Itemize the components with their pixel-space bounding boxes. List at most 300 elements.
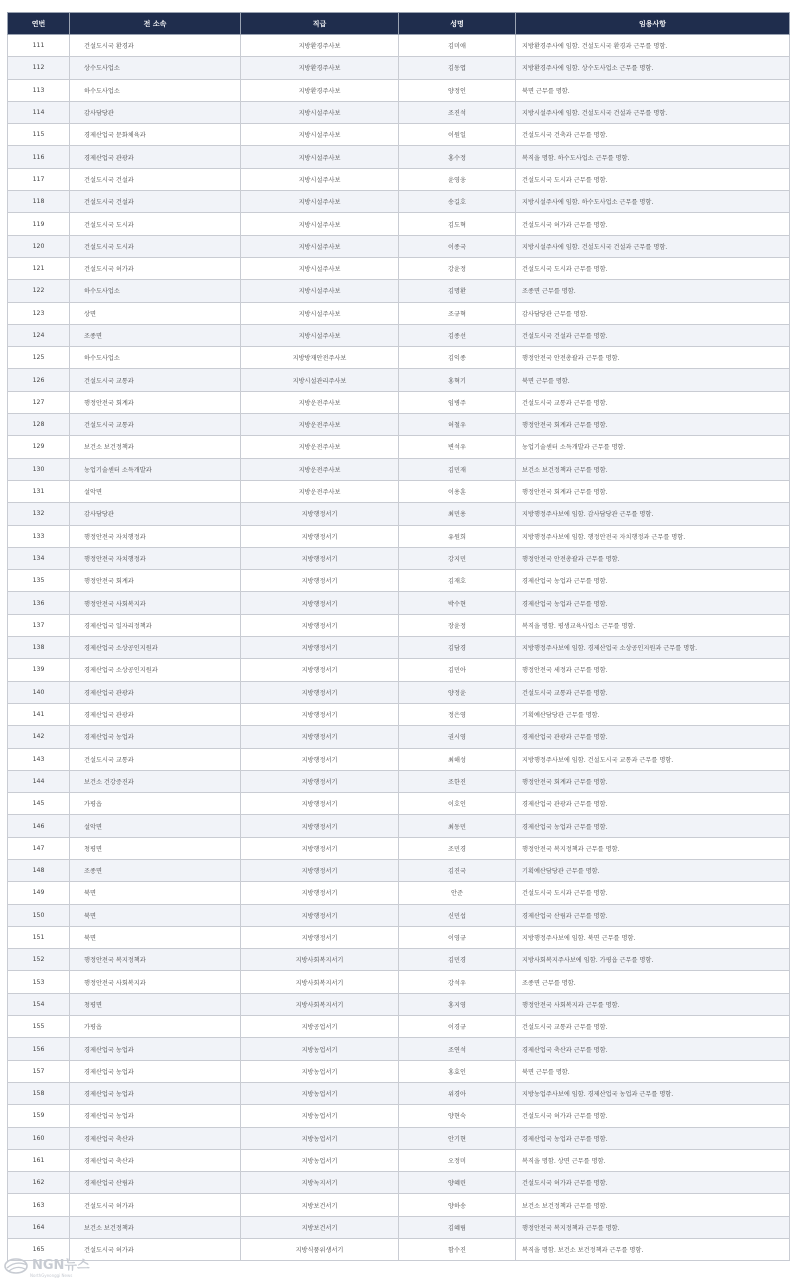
table-row	[8, 1105, 790, 1127]
cell-note: 복직을 명함. 평생교육사업소 근무를 명함.	[516, 614, 790, 636]
cell-name: 최동민	[399, 815, 516, 837]
cell-note: 경제산업국 관광과 근무를 명함.	[516, 726, 790, 748]
cell-no: 141	[8, 703, 70, 725]
cell-no: 121	[8, 257, 70, 279]
cell-dept: 경제산업국 소상공인지원과	[70, 637, 241, 659]
cell-dept: 설악면	[70, 815, 241, 837]
cell-no: 134	[8, 547, 70, 569]
cell-rank: 지방시설주사보	[241, 168, 399, 190]
cell-no: 148	[8, 859, 70, 881]
cell-rank: 지방행정서기	[241, 904, 399, 926]
cell-note: 북면 근무를 명함.	[516, 369, 790, 391]
cell-dept: 청평면	[70, 837, 241, 859]
cell-note: 건설도시국 허가과 근무를 명함.	[516, 213, 790, 235]
table-row	[8, 703, 790, 725]
table-row	[8, 525, 790, 547]
cell-no: 126	[8, 369, 70, 391]
cell-no: 147	[8, 837, 70, 859]
cell-name: 강지민	[399, 547, 516, 569]
cell-rank: 지방행정서기	[241, 926, 399, 948]
table-row	[8, 257, 790, 279]
cell-no: 155	[8, 1016, 70, 1038]
table-row	[8, 926, 790, 948]
cell-no: 159	[8, 1105, 70, 1127]
cell-rank: 지방농업서기	[241, 1060, 399, 1082]
cell-name: 윤영웅	[399, 168, 516, 190]
cell-dept: 건설도시국 건설과	[70, 168, 241, 190]
cell-rank: 지방농업서기	[241, 1149, 399, 1171]
cell-name: 정은영	[399, 703, 516, 725]
cell-rank: 지방사회복지서기	[241, 971, 399, 993]
cell-name: 조진석	[399, 101, 516, 123]
table-row	[8, 748, 790, 770]
cell-note: 경제산업국 농업과 근무를 명함.	[516, 815, 790, 837]
table-row	[8, 904, 790, 926]
cell-dept: 건설도시국 교통과	[70, 748, 241, 770]
ngn-logo-icon	[4, 1257, 30, 1275]
cell-rank: 지방운전주사보	[241, 480, 399, 502]
cell-note: 행정안전국 세정과 근무를 명함.	[516, 659, 790, 681]
table-row	[8, 971, 790, 993]
cell-note: 건설도시국 건축과 근무를 명함.	[516, 124, 790, 146]
cell-no: 133	[8, 525, 70, 547]
cell-note: 행정안전국 복지정책과 근무를 명함.	[516, 837, 790, 859]
cell-no: 132	[8, 503, 70, 525]
cell-no: 143	[8, 748, 70, 770]
cell-dept: 경제산업국 축산과	[70, 1149, 241, 1171]
table-row	[8, 547, 790, 569]
cell-name: 김민아	[399, 659, 516, 681]
cell-dept: 보건소 보건정책과	[70, 436, 241, 458]
cell-no: 122	[8, 280, 70, 302]
cell-dept: 보건소 보건정책과	[70, 1216, 241, 1238]
table-row	[8, 480, 790, 502]
cell-rank: 지방운전주사보	[241, 391, 399, 413]
table-row	[8, 1149, 790, 1171]
cell-note: 조종면 근무를 명함.	[516, 280, 790, 302]
cell-rank: 지방행정서기	[241, 770, 399, 792]
cell-name: 장윤정	[399, 614, 516, 636]
cell-dept: 농업기술센터 소득개발과	[70, 458, 241, 480]
cell-name: 함수진	[399, 1239, 516, 1261]
cell-no: 125	[8, 347, 70, 369]
cell-no: 117	[8, 168, 70, 190]
cell-no: 156	[8, 1038, 70, 1060]
cell-no: 149	[8, 882, 70, 904]
table-row	[8, 391, 790, 413]
cell-note: 경제산업국 농업과 근무를 명함.	[516, 1127, 790, 1149]
cell-name: 김익종	[399, 347, 516, 369]
cell-dept: 건설도시국 허가과	[70, 1239, 241, 1261]
cell-rank: 지방행정서기	[241, 815, 399, 837]
cell-no: 164	[8, 1216, 70, 1238]
cell-dept: 건설도시국 교통과	[70, 369, 241, 391]
cell-rank: 지방운전주사보	[241, 458, 399, 480]
column-header-dept: 전 소속	[70, 13, 241, 35]
cell-rank: 지방행정서기	[241, 614, 399, 636]
table-row	[8, 35, 790, 57]
cell-note: 행정안전국 복지정책과 근무를 명함.	[516, 1216, 790, 1238]
cell-name: 양하송	[399, 1194, 516, 1216]
cell-rank: 지방행정서기	[241, 882, 399, 904]
table-body	[8, 35, 790, 1261]
cell-name: 이호인	[399, 793, 516, 815]
cell-rank: 지방시설주사보	[241, 213, 399, 235]
cell-no: 130	[8, 458, 70, 480]
cell-no: 136	[8, 592, 70, 614]
cell-name: 안준	[399, 882, 516, 904]
table-row	[8, 436, 790, 458]
cell-rank: 지방환경주사보	[241, 57, 399, 79]
cell-rank: 지방행정서기	[241, 859, 399, 881]
cell-no: 111	[8, 35, 70, 57]
cell-note: 경제산업국 축산과 근무를 명함.	[516, 1038, 790, 1060]
cell-note: 건설도시국 허가과 근무를 명함.	[516, 1105, 790, 1127]
cell-name: 안기현	[399, 1127, 516, 1149]
table-row	[8, 592, 790, 614]
table-row	[8, 79, 790, 101]
cell-note: 경제산업국 농업과 근무를 명함.	[516, 570, 790, 592]
cell-name: 허철우	[399, 414, 516, 436]
cell-dept: 하수도사업소	[70, 79, 241, 101]
cell-rank: 지방사회복지서기	[241, 949, 399, 971]
cell-no: 150	[8, 904, 70, 926]
table-row	[8, 815, 790, 837]
cell-note: 북면 근무를 명함.	[516, 79, 790, 101]
cell-note: 건설도시국 교통과 근무를 명함.	[516, 1016, 790, 1038]
table-row	[8, 1194, 790, 1216]
table-row	[8, 369, 790, 391]
cell-note: 경제산업국 관광과 근무를 명함.	[516, 793, 790, 815]
cell-note: 기획예산담당관 근무를 명함.	[516, 703, 790, 725]
cell-name: 권시영	[399, 726, 516, 748]
cell-note: 건설도시국 교통과 근무를 명함.	[516, 681, 790, 703]
cell-name: 양정인	[399, 79, 516, 101]
cell-dept: 건설도시국 허가과	[70, 257, 241, 279]
table-row	[8, 1239, 790, 1261]
cell-no: 151	[8, 926, 70, 948]
cell-name: 홍혁기	[399, 369, 516, 391]
cell-name: 최해성	[399, 748, 516, 770]
cell-rank: 지방보건서기	[241, 1216, 399, 1238]
cell-name: 위경아	[399, 1082, 516, 1104]
cell-rank: 지방행정서기	[241, 547, 399, 569]
cell-dept: 경제산업국 산림과	[70, 1172, 241, 1194]
cell-dept: 건설도시국 건설과	[70, 191, 241, 213]
cell-dept: 보건소 건강증진과	[70, 770, 241, 792]
cell-rank: 지방행정서기	[241, 837, 399, 859]
cell-rank: 지방보건서기	[241, 1194, 399, 1216]
cell-dept: 경제산업국 축산과	[70, 1127, 241, 1149]
cell-dept: 가평읍	[70, 1016, 241, 1038]
cell-no: 128	[8, 414, 70, 436]
table-row	[8, 1127, 790, 1149]
cell-no: 162	[8, 1172, 70, 1194]
cell-dept: 경제산업국 농업과	[70, 726, 241, 748]
cell-no: 114	[8, 101, 70, 123]
cell-name: 이경규	[399, 1016, 516, 1038]
cell-rank: 지방환경주사보	[241, 35, 399, 57]
cell-no: 144	[8, 770, 70, 792]
cell-name: 양정윤	[399, 681, 516, 703]
cell-dept: 경제산업국 소상공인지원과	[70, 659, 241, 681]
cell-name: 김진국	[399, 859, 516, 881]
table-row	[8, 57, 790, 79]
cell-name: 홍지영	[399, 993, 516, 1015]
cell-note: 행정안전국 회계과 근무를 명함.	[516, 480, 790, 502]
cell-note: 건설도시국 건설과 근무를 명함.	[516, 324, 790, 346]
cell-dept: 조종면	[70, 324, 241, 346]
cell-rank: 지방행정서기	[241, 748, 399, 770]
cell-name: 강윤정	[399, 257, 516, 279]
table-row	[8, 1216, 790, 1238]
cell-dept: 조종면	[70, 859, 241, 881]
cell-note: 지방행정주사보에 임함. 감사담당관 근무를 명함.	[516, 503, 790, 525]
cell-rank: 지방시설주사보	[241, 124, 399, 146]
cell-no: 139	[8, 659, 70, 681]
cell-rank: 지방농업서기	[241, 1082, 399, 1104]
cell-note: 건설도시국 도시과 근무를 명함.	[516, 882, 790, 904]
cell-no: 115	[8, 124, 70, 146]
cell-note: 경제산업국 산림과 근무를 명함.	[516, 904, 790, 926]
cell-dept: 행정안전국 자치행정과	[70, 525, 241, 547]
cell-no: 120	[8, 235, 70, 257]
cell-rank: 지방방재안전주사보	[241, 347, 399, 369]
table-row	[8, 1172, 790, 1194]
cell-note: 보건소 보건정책과 근무를 명함.	[516, 1194, 790, 1216]
cell-name: 조연석	[399, 1038, 516, 1060]
table-row	[8, 124, 790, 146]
cell-no: 165	[8, 1239, 70, 1261]
cell-rank: 지방시설주사보	[241, 101, 399, 123]
cell-dept: 상면	[70, 302, 241, 324]
cell-dept: 경제산업국 관광과	[70, 146, 241, 168]
cell-no: 131	[8, 480, 70, 502]
column-header-rank: 직급	[241, 13, 399, 35]
cell-name: 조민경	[399, 837, 516, 859]
cell-no: 129	[8, 436, 70, 458]
cell-no: 137	[8, 614, 70, 636]
cell-no: 140	[8, 681, 70, 703]
cell-rank: 지방행정서기	[241, 503, 399, 525]
cell-rank: 지방운전주사보	[241, 436, 399, 458]
table-row	[8, 191, 790, 213]
cell-dept: 하수도사업소	[70, 280, 241, 302]
cell-name: 신민섭	[399, 904, 516, 926]
table-row	[8, 659, 790, 681]
cell-dept: 행정안전국 사회복지과	[70, 592, 241, 614]
table-row	[8, 681, 790, 703]
column-header-note: 임용사항	[516, 13, 790, 35]
cell-no: 153	[8, 971, 70, 993]
cell-no: 116	[8, 146, 70, 168]
cell-rank: 지방농업서기	[241, 1038, 399, 1060]
cell-rank: 지방시설주사보	[241, 191, 399, 213]
cell-dept: 행정안전국 사회복지과	[70, 971, 241, 993]
cell-name: 김미애	[399, 35, 516, 57]
cell-no: 158	[8, 1082, 70, 1104]
cell-note: 지방환경주사에 임함. 상수도사업소 근무를 명함.	[516, 57, 790, 79]
cell-dept: 경제산업국 농업과	[70, 1082, 241, 1104]
cell-note: 농업기술센터 소득개발과 근무를 명함.	[516, 436, 790, 458]
table-row	[8, 347, 790, 369]
cell-name: 이용훈	[399, 480, 516, 502]
cell-dept: 경제산업국 문화체육과	[70, 124, 241, 146]
cell-rank: 지방공업서기	[241, 1016, 399, 1038]
cell-dept: 경제산업국 관광과	[70, 703, 241, 725]
cell-dept: 하수도사업소	[70, 347, 241, 369]
cell-name: 임병주	[399, 391, 516, 413]
cell-name: 오정미	[399, 1149, 516, 1171]
cell-note: 지방사회복지주사보에 임함. 가평읍 근무를 명함.	[516, 949, 790, 971]
table-row	[8, 213, 790, 235]
table-row	[8, 859, 790, 881]
table-row	[8, 168, 790, 190]
cell-rank: 지방시설주사보	[241, 302, 399, 324]
ngn-news-logo	[4, 1255, 90, 1277]
cell-dept: 감사담당관	[70, 503, 241, 525]
cell-name: 이원일	[399, 124, 516, 146]
cell-dept: 행정안전국 자치행정과	[70, 547, 241, 569]
cell-name: 이종국	[399, 235, 516, 257]
cell-no: 127	[8, 391, 70, 413]
table-header-row	[8, 13, 790, 35]
table-row	[8, 280, 790, 302]
table-row	[8, 1016, 790, 1038]
cell-no: 161	[8, 1149, 70, 1171]
cell-rank: 지방시설주사보	[241, 146, 399, 168]
cell-no: 146	[8, 815, 70, 837]
table-row	[8, 101, 790, 123]
cell-note: 기획예산담당관 근무를 명함.	[516, 859, 790, 881]
cell-note: 지방농업주사보에 임함. 경제산업국 농업과 근무를 명함.	[516, 1082, 790, 1104]
cell-name: 유원희	[399, 525, 516, 547]
cell-note: 행정안전국 회계과 근무를 명함.	[516, 414, 790, 436]
cell-no: 163	[8, 1194, 70, 1216]
cell-name: 조한진	[399, 770, 516, 792]
cell-dept: 경제산업국 관광과	[70, 681, 241, 703]
table-row	[8, 146, 790, 168]
cell-dept: 행정안전국 복지정책과	[70, 949, 241, 971]
cell-no: 113	[8, 79, 70, 101]
table-row	[8, 235, 790, 257]
cell-note: 지방환경주사에 임함. 건설도시국 환경과 근무를 명함.	[516, 35, 790, 57]
cell-dept: 경제산업국 농업과	[70, 1038, 241, 1060]
cell-rank: 지방행정서기	[241, 592, 399, 614]
column-header-no: 연번	[8, 13, 70, 35]
table-row	[8, 1082, 790, 1104]
cell-no: 123	[8, 302, 70, 324]
cell-rank: 지방시설주사보	[241, 235, 399, 257]
cell-dept: 건설도시국 환경과	[70, 35, 241, 57]
cell-name: 김혜림	[399, 1216, 516, 1238]
cell-note: 지방행정주사보에 임함. 북면 근무를 명함.	[516, 926, 790, 948]
cell-no: 145	[8, 793, 70, 815]
appointments-table	[7, 12, 790, 1261]
cell-name: 조규혁	[399, 302, 516, 324]
cell-no: 119	[8, 213, 70, 235]
cell-note: 행정안전국 사회복지과 근무를 명함.	[516, 993, 790, 1015]
cell-note: 복직을 명함. 하수도사업소 근무를 명함.	[516, 146, 790, 168]
column-header-name: 성명	[399, 13, 516, 35]
cell-no: 157	[8, 1060, 70, 1082]
table-row	[8, 637, 790, 659]
cell-dept: 북면	[70, 926, 241, 948]
cell-rank: 지방환경주사보	[241, 79, 399, 101]
cell-note: 지방시설주사에 임함. 건설도시국 건설과 근무를 명함.	[516, 101, 790, 123]
cell-name: 박수현	[399, 592, 516, 614]
cell-name: 양현숙	[399, 1105, 516, 1127]
cell-name: 강석우	[399, 971, 516, 993]
cell-note: 행정안전국 안전총괄과 근무를 명함.	[516, 347, 790, 369]
cell-note: 건설도시국 교통과 근무를 명함.	[516, 391, 790, 413]
cell-rank: 지방시설주사보	[241, 257, 399, 279]
cell-dept: 북면	[70, 882, 241, 904]
cell-dept: 경제산업국 일자리정책과	[70, 614, 241, 636]
cell-note: 감사담당관 근무를 명함.	[516, 302, 790, 324]
cell-dept: 상수도사업소	[70, 57, 241, 79]
table-row	[8, 414, 790, 436]
cell-dept: 건설도시국 교통과	[70, 414, 241, 436]
cell-dept: 건설도시국 도시과	[70, 235, 241, 257]
cell-note: 건설도시국 허가과 근무를 명함.	[516, 1172, 790, 1194]
table-row	[8, 793, 790, 815]
cell-dept: 청평면	[70, 993, 241, 1015]
cell-no: 142	[8, 726, 70, 748]
cell-name: 양혜린	[399, 1172, 516, 1194]
cell-name: 김담경	[399, 637, 516, 659]
cell-note: 건설도시국 도시과 근무를 명함.	[516, 257, 790, 279]
cell-name: 이영규	[399, 926, 516, 948]
table-row	[8, 1038, 790, 1060]
cell-name: 김동엽	[399, 57, 516, 79]
cell-no: 135	[8, 570, 70, 592]
cell-no: 112	[8, 57, 70, 79]
cell-no: 138	[8, 637, 70, 659]
table-row	[8, 770, 790, 792]
cell-no: 124	[8, 324, 70, 346]
cell-no: 118	[8, 191, 70, 213]
cell-note: 경제산업국 농업과 근무를 명함.	[516, 592, 790, 614]
cell-note: 복직을 명함. 상면 근무를 명함.	[516, 1149, 790, 1171]
table-row	[8, 458, 790, 480]
cell-dept: 감사담당관	[70, 101, 241, 123]
table-row	[8, 324, 790, 346]
table-row	[8, 993, 790, 1015]
cell-name: 김재호	[399, 570, 516, 592]
cell-note: 조종면 근무를 명함.	[516, 971, 790, 993]
cell-note: 복직을 명함. 보건소 보건정책과 근무를 명함.	[516, 1239, 790, 1261]
cell-rank: 지방행정서기	[241, 570, 399, 592]
cell-dept: 건설도시국 도시과	[70, 213, 241, 235]
cell-note: 지방행정주사보에 임함. 건설도시국 교통과 근무를 명함.	[516, 748, 790, 770]
cell-no: 160	[8, 1127, 70, 1149]
cell-rank: 지방녹지서기	[241, 1172, 399, 1194]
cell-name: 최민용	[399, 503, 516, 525]
cell-name: 홍수정	[399, 146, 516, 168]
cell-rank: 지방행정서기	[241, 703, 399, 725]
cell-note: 행정안전국 회계과 근무를 명함.	[516, 770, 790, 792]
cell-note: 지방행정주사보에 임함. 행정안전국 자치행정과 근무를 명함.	[516, 525, 790, 547]
cell-name: 홍효인	[399, 1060, 516, 1082]
cell-note: 북면 근무를 명함.	[516, 1060, 790, 1082]
logo-subtext: NorthGyeonggi News	[30, 1273, 73, 1278]
cell-note: 지방시설주사에 임함. 하수도사업소 근무를 명함.	[516, 191, 790, 213]
cell-name: 김도혁	[399, 213, 516, 235]
cell-dept: 행정안전국 회계과	[70, 570, 241, 592]
cell-name: 김민경	[399, 949, 516, 971]
cell-name: 김명환	[399, 280, 516, 302]
